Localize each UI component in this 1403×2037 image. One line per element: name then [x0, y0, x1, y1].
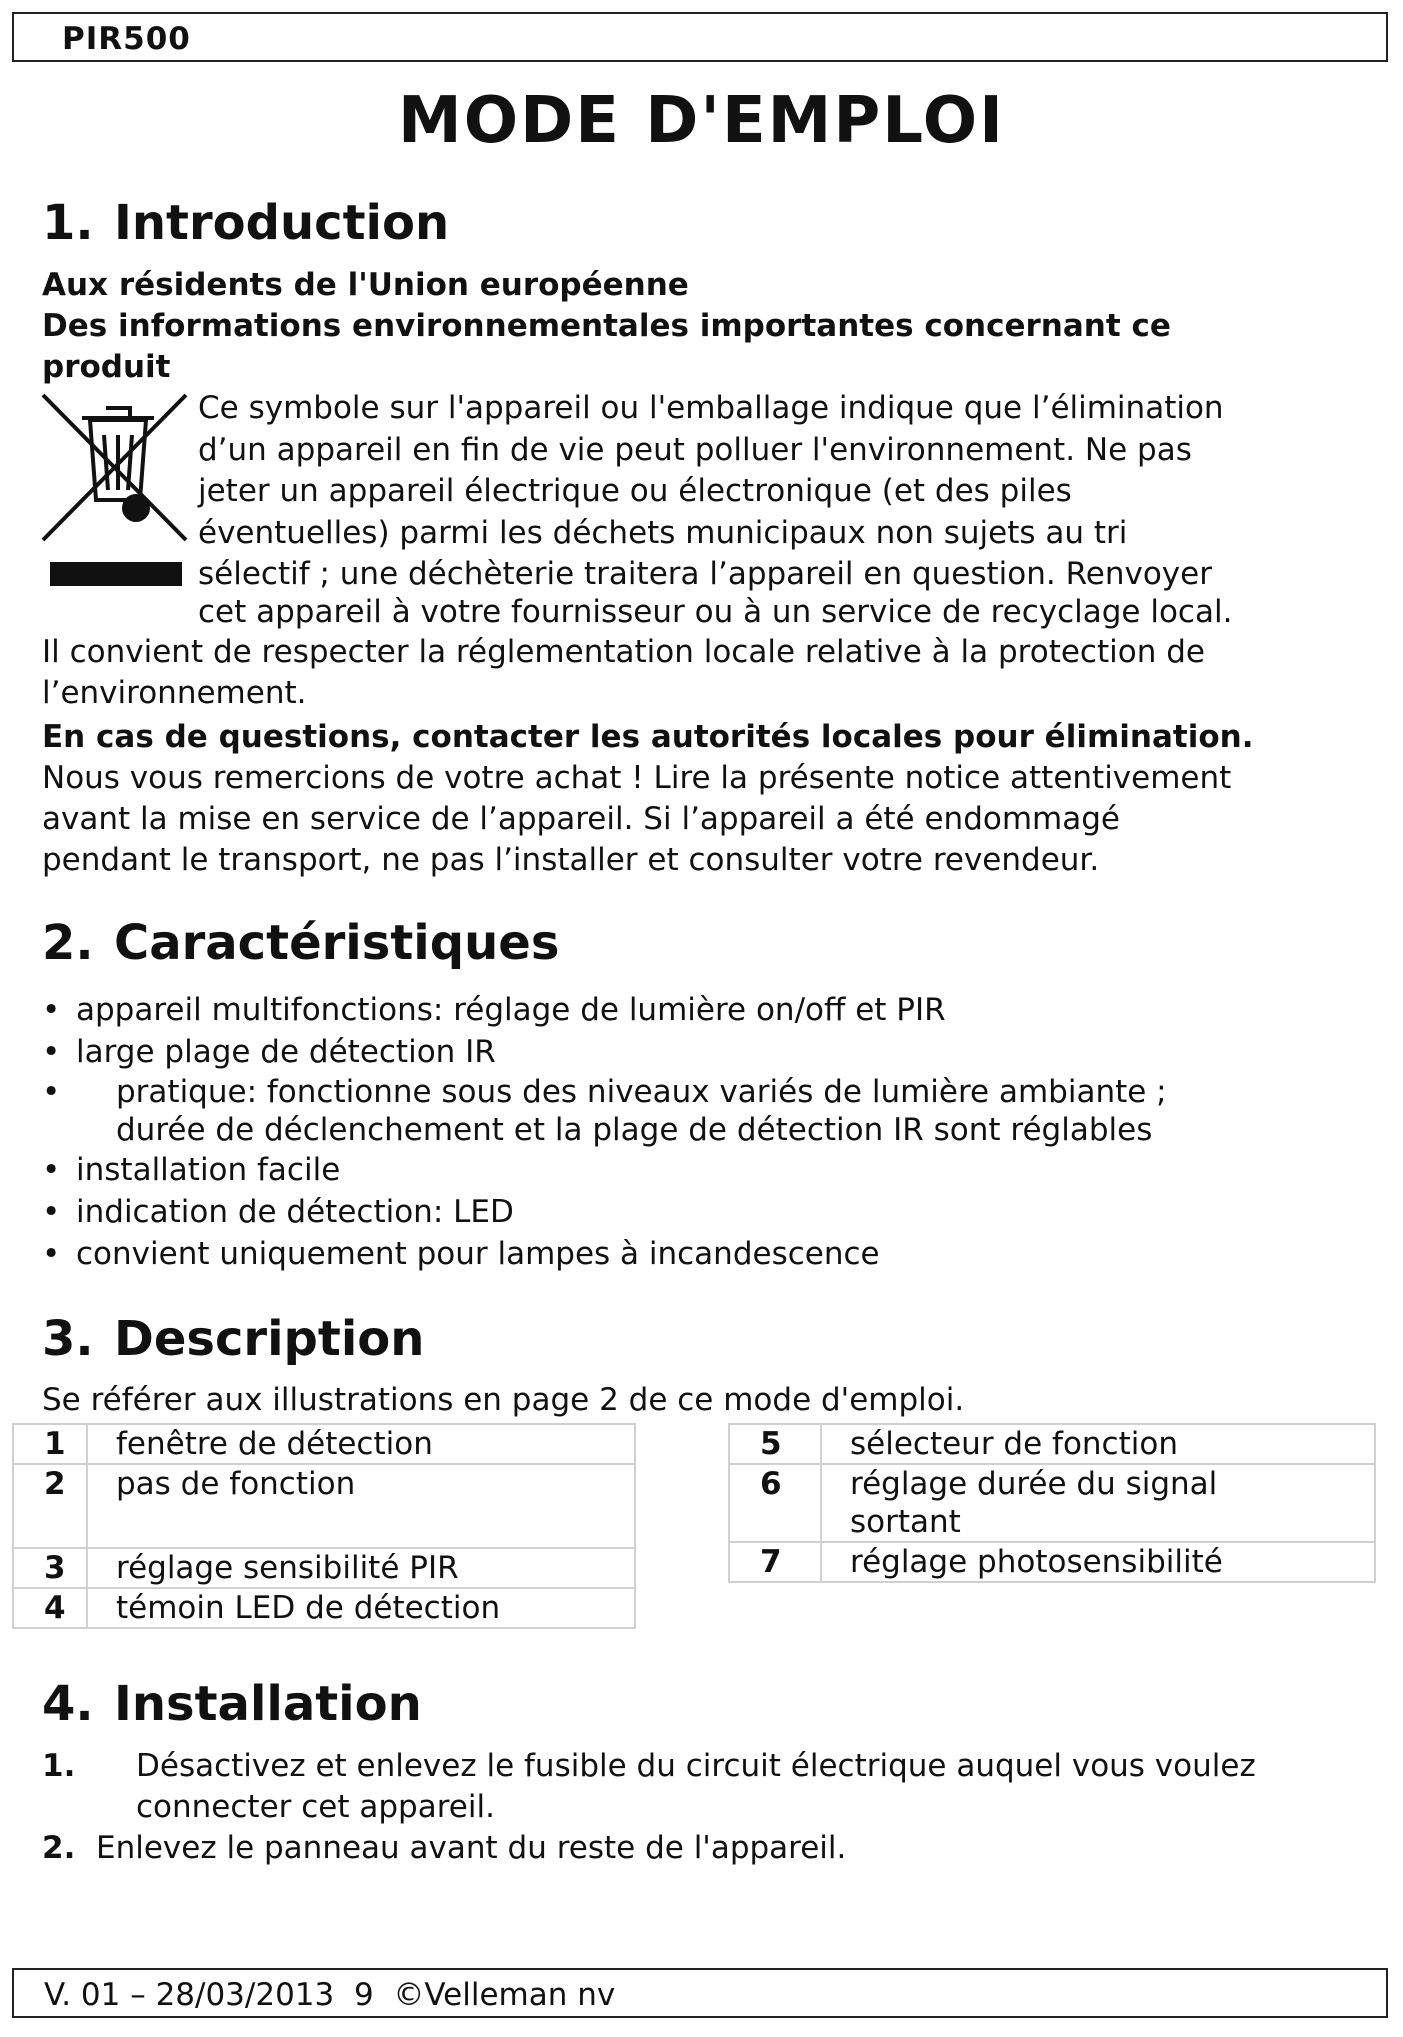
description-intro: Se référer aux illustrations en page 2 de ce mode d'emploi.	[42, 1382, 965, 1418]
parts-table-right	[728, 1423, 1376, 1583]
feature-item: • convient uniquement pour lampes à incandescence	[42, 1233, 1167, 1275]
thanks-line-1: Nous vous remercions de votre achat ! Lire la présente notice attentivement	[42, 760, 1232, 796]
list-item: 1. Désactivez et enlevez le fusible du circuit électrique auquel vous voulez connecter cet appareil.	[42, 1748, 1256, 1825]
table-row: 2 pas de fonction	[13, 1464, 635, 1548]
section-heading-features: 2. Caractéristiques	[42, 915, 560, 971]
table-row: 5 sélecteur de fonction	[729, 1424, 1375, 1464]
env-text-line-1: Il convient de respecter la réglementation locale relative à la protection de	[42, 634, 1205, 670]
table-row: 1 fenêtre de détection	[13, 1424, 635, 1464]
intro-subheading-eu: Aux résidents de l'Union européenne	[42, 267, 689, 303]
section-heading-installation: 4. Installation	[42, 1676, 422, 1732]
section-heading-introduction: 1. Introduction	[42, 195, 450, 251]
weee-crossed-bin-icon	[38, 390, 193, 590]
feature-item: • indication de détection: LED	[42, 1191, 1167, 1233]
questions-text: En cas de questions, contacter les autorités locales pour élimination.	[42, 719, 1254, 755]
footer-box	[12, 1968, 1388, 2018]
intro-subheading-product: produit	[42, 349, 171, 385]
thanks-line-2: avant la mise en service de l’appareil. Si l’appareil a été endommagé	[42, 801, 1120, 837]
header-box	[12, 12, 1388, 62]
list-item: 2. Enlevez le panneau avant du reste de l'appareil.	[42, 1830, 847, 1866]
installation-steps	[42, 1746, 1256, 1869]
footer-text: V. 01 – 28/03/2013 9 ©Velleman nv	[44, 1977, 616, 2013]
model-name: PIR500	[62, 21, 191, 57]
table-row: 7 réglage photosensibilité	[729, 1542, 1375, 1582]
parts-table-left	[12, 1423, 636, 1629]
section-heading-description: 3. Description	[42, 1311, 425, 1367]
feature-item: • pratique: fonctionne sous des niveaux variés de lumière ambiante ; durée de déclenchement et la plage de détection IR sont réglables	[42, 1073, 1167, 1149]
weee-symbol-text: Ce symbole sur l'appareil ou l'emballage indique que l’élimination d’un appareil en fin de vie peut polluer l'environnement. Ne pas jeter un appareil électrique ou électronique (et des piles éventuelles) parmi les déchets municipaux non sujets au tri sélectif ; une déchèterie traitera l’appareil en question. Renvoyer cet appareil à votre fournisseur ou à un service de recyclage local.	[198, 390, 1233, 630]
features-list	[42, 989, 1167, 1275]
table-row: 6 réglage durée du signal sortant	[729, 1464, 1375, 1542]
thanks-line-3: pendant le transport, ne pas l’installer et consulter votre revendeur.	[42, 842, 1100, 878]
env-text-line-2: l’environnement.	[42, 675, 307, 711]
table-row: 3 réglage sensibilité PIR	[13, 1548, 635, 1588]
feature-item: • large plage de détection IR	[42, 1031, 1167, 1073]
table-row: 4 témoin LED de détection	[13, 1588, 635, 1628]
feature-item: • appareil multifonctions: réglage de lumière on/off et PIR	[42, 989, 1167, 1031]
intro-subheading-env: Des informations environnementales importantes concernant ce	[42, 308, 1171, 344]
feature-item: • installation facile	[42, 1149, 1167, 1191]
page-title: MODE D'EMPLOI	[398, 84, 1005, 158]
